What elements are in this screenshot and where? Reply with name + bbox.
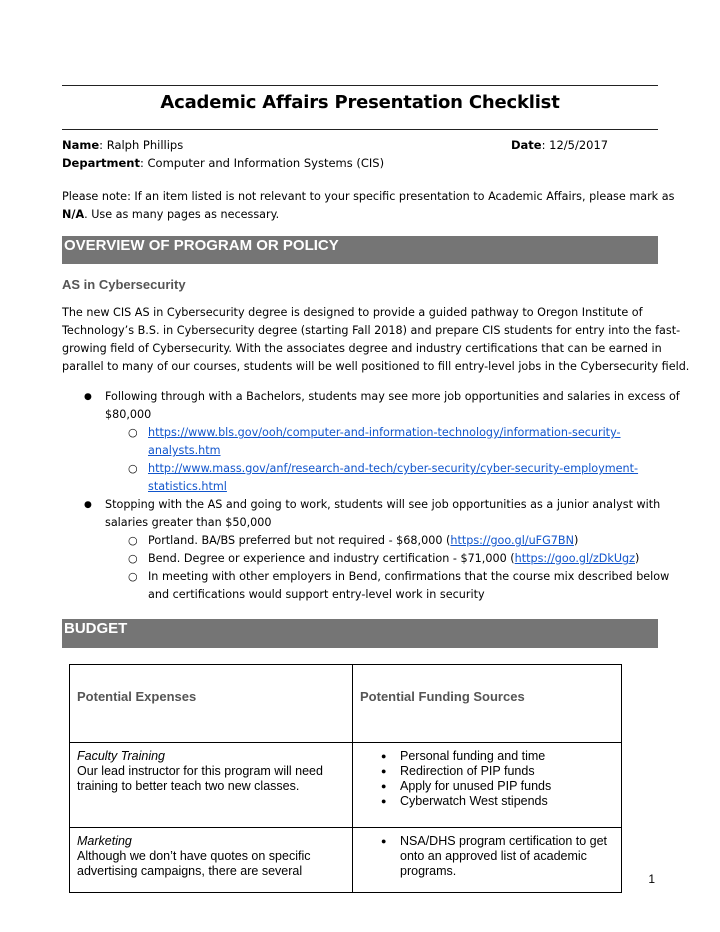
expense-cell: Marketing Although we don’t have quotes on specific advertising campaigns, there are several	[70, 828, 353, 893]
table-header-row	[70, 665, 622, 743]
note-line-1: Please note: If an item listed is not relevant to your specific presentation to Academic Affairs, please mark as	[62, 190, 675, 203]
na-label: N/A	[62, 208, 85, 221]
header-cell: Potential Expenses	[70, 665, 353, 743]
note	[62, 188, 682, 224]
list-item: ● Cyberwatch West stipends	[381, 794, 548, 808]
funding-cell	[353, 743, 622, 828]
name-line	[62, 138, 183, 152]
list-item: ● Apply for unused PIP funds	[381, 779, 552, 793]
overview-header: OVERVIEW OF PROGRAM OR POLICY	[62, 236, 658, 264]
overview-bullets	[62, 388, 702, 604]
table-row	[70, 743, 622, 828]
budget-header: BUDGET	[62, 619, 658, 648]
page-number: 1	[648, 872, 655, 886]
sub-bullet-item	[62, 460, 702, 496]
date-value: : 12/5/2017	[541, 138, 609, 152]
date-line	[511, 138, 608, 152]
title-rule	[62, 129, 658, 130]
bls-link[interactable]: https://www.bls.gov/ooh/computer-and-information-technology/information-security-	[148, 426, 621, 439]
overview-paragraph	[62, 304, 702, 376]
sub-bullet-glyph: ○	[128, 570, 138, 583]
expense-cell: Faculty Training Our lead instructor for this program will need training to better teach two new classes.	[70, 743, 353, 828]
header-cell: Potential Funding Sources	[353, 665, 622, 743]
bullet-glyph: ●	[84, 392, 92, 402]
sub-bullet-item: ○ Portland. BA/BS preferred but not required - $68,000 (https://goo.gl/uFG7BN)	[62, 532, 702, 550]
paragraph-line: The new CIS AS in Cybersecurity degree is designed to provide a guided pathway to Oregon Institute of	[62, 306, 643, 319]
paragraph-line: Technology’s B.S. in Cybersecurity degree (starting Fall 2018) and prepare CIS students for entry into the fast-	[62, 324, 681, 337]
table-row	[70, 828, 622, 893]
bls-link-cont[interactable]: analysts.htm	[148, 444, 221, 457]
sub-bullet-glyph: ○	[128, 462, 138, 475]
name-label: Name	[62, 138, 100, 152]
name-value: : Ralph Phillips	[99, 138, 184, 152]
overview-subtitle: AS in Cybersecurity	[62, 277, 186, 292]
list-item: ● NSA/DHS program certification to get onto an approved list of academic programs.	[381, 834, 608, 878]
department-line	[62, 156, 384, 170]
top-rule	[62, 85, 658, 86]
paragraph-line: parallel to many of our courses, students will be well positioned to fill entry-level jobs in the Cybersecurity field.	[62, 360, 690, 373]
sub-bullet-glyph: ○	[128, 534, 138, 547]
paragraph-line: growing field of Cybersecurity. With the associates degree and industry certifications that can be earned in	[62, 342, 662, 355]
department-label: Department	[62, 156, 140, 170]
note-line-2: N/A. Use as many pages as necessary.	[62, 208, 280, 221]
bend-link[interactable]: https://goo.gl/zDkUgz	[514, 552, 635, 565]
bullet-item: ● Following through with a Bachelors, students may see more job opportunities and salaries in excess of $80,000	[84, 390, 680, 421]
page-title: Academic Affairs Presentation Checklist	[160, 92, 560, 113]
mass-gov-link-cont[interactable]: statistics.html	[148, 480, 227, 493]
department-value: : Computer and Information Systems (CIS)	[139, 156, 385, 170]
sub-bullet-glyph: ○	[128, 552, 138, 565]
portland-link[interactable]: https://goo.gl/uFG7BN	[450, 534, 574, 547]
sub-bullet-item: ○ Bend. Degree or experience and industry certification - $71,000 (https://goo.gl/zDkUgz)	[62, 550, 702, 568]
bullet-item: ● Stopping with the AS and going to work, students will see job opportunities as a junior analyst with salaries greater than $50,000	[84, 498, 661, 529]
funding-cell	[353, 828, 622, 893]
budget-table	[69, 664, 622, 893]
list-item: ● Redirection of PIP funds	[381, 764, 535, 778]
sub-bullet-item	[62, 424, 702, 460]
list-item: ● Personal funding and time	[381, 749, 546, 763]
bullet-glyph: ●	[84, 500, 92, 510]
date-label: Date	[511, 138, 542, 152]
sub-bullet-glyph: ○	[128, 426, 138, 439]
sub-bullet-item: ○ In meeting with other employers in Bend, confirmations that the course mix described below and certifications would support entry-level work in security	[128, 570, 670, 601]
mass-gov-link[interactable]: http://www.mass.gov/anf/research-and-tech/cyber-security/cyber-security-employment-	[148, 462, 639, 475]
